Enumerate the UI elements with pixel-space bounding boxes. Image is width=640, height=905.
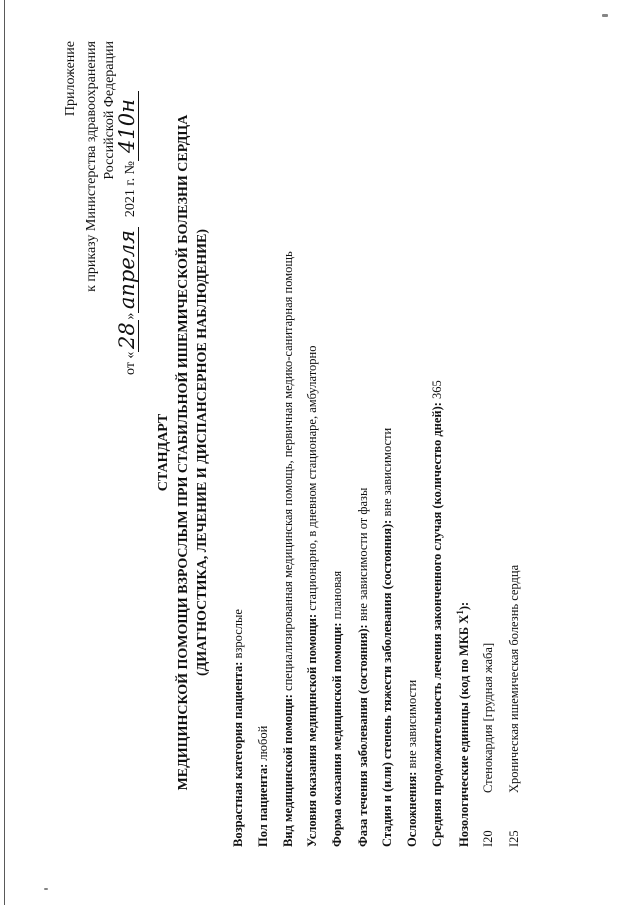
order-date-line [117, 91, 139, 375]
document-title: СТАНДАРТ [156, 413, 171, 492]
date-prefix: от « [123, 351, 138, 375]
field-disease-stage [381, 428, 394, 847]
field-label: Стадия и (или) степень тяжести заболевания (состояния): [380, 519, 394, 847]
field-complications [406, 680, 419, 847]
icd-code: I25 [507, 830, 521, 847]
country-reference: Российской Федерации [102, 41, 117, 180]
field-label: Фаза течения заболевания (состояния): [356, 624, 370, 847]
icd-name: Хроническая ишемическая болезнь сердца [507, 564, 521, 793]
field-value: вне зависимости [405, 679, 419, 769]
field-label: Вид медицинской помощи: [281, 694, 295, 847]
field-value: специализированная медицинская помощь, первичная медико-санитарная помощь [281, 251, 295, 691]
date-year-label: 2021 г. № [123, 161, 138, 218]
field-care-form [331, 571, 344, 847]
order-reference: к приказу Министерства здравоохранения [84, 41, 99, 292]
icd-name: Стенокардия [грудная жаба] [481, 642, 495, 793]
order-number-handwritten: 410н [117, 91, 139, 161]
field-label: Осложнения: [405, 771, 419, 847]
date-month-handwritten: апреля [117, 227, 139, 313]
field-label: Нозологические единицы (код по МКБ X [457, 614, 472, 847]
document-subtitle-scope: (ДИАГНОСТИКА, ЛЕЧЕНИЕ И ДИСПАНСЕРНОЕ НАБЛЮДЕНИЕ) [195, 228, 210, 677]
date-day-handwritten: 28 [117, 320, 139, 352]
field-treatment-duration [431, 380, 444, 847]
field-patient-sex [257, 726, 270, 847]
field-label-suffix: ): [457, 601, 472, 611]
date-separator: » [123, 312, 138, 320]
icd-code-row [482, 643, 495, 847]
field-value: взрослые [231, 609, 245, 659]
field-value: вне зависимости [380, 427, 394, 517]
field-age-category [232, 609, 245, 847]
field-disease-phase [357, 488, 370, 847]
field-value: стационарно, в дневном стационаре, амбулаторно [305, 345, 319, 611]
icd-code-row [508, 565, 521, 847]
field-value: вне зависимости от фазы [356, 487, 370, 622]
field-care-conditions [306, 346, 319, 847]
field-value: плановая [330, 570, 344, 620]
field-nosology-units [456, 602, 471, 847]
field-label: Возрастная категория пациента: [231, 661, 245, 847]
document-subtitle: МЕДИЦИНСКОЙ ПОМОЩИ ВЗРОСЛЫМ ПРИ СТАБИЛЬНОЙ ИШЕМИЧЕСКОЙ БОЛЕЗНИ СЕРДЦА [176, 114, 191, 791]
field-label: Пол пациента: [256, 763, 270, 847]
appendix-label: Приложение [63, 41, 78, 117]
field-label: Средняя продолжительность лечения законченного случая (количество дней): [430, 402, 444, 847]
icd-code: I20 [481, 830, 495, 847]
field-care-type [282, 251, 295, 847]
field-label: Форма оказания медицинской помощи: [330, 622, 344, 847]
field-label: Условия оказания медицинской помощи: [305, 613, 319, 847]
footnote-mark: 1 [455, 610, 465, 615]
field-value: любой [256, 725, 270, 761]
field-value: 365 [430, 380, 444, 399]
